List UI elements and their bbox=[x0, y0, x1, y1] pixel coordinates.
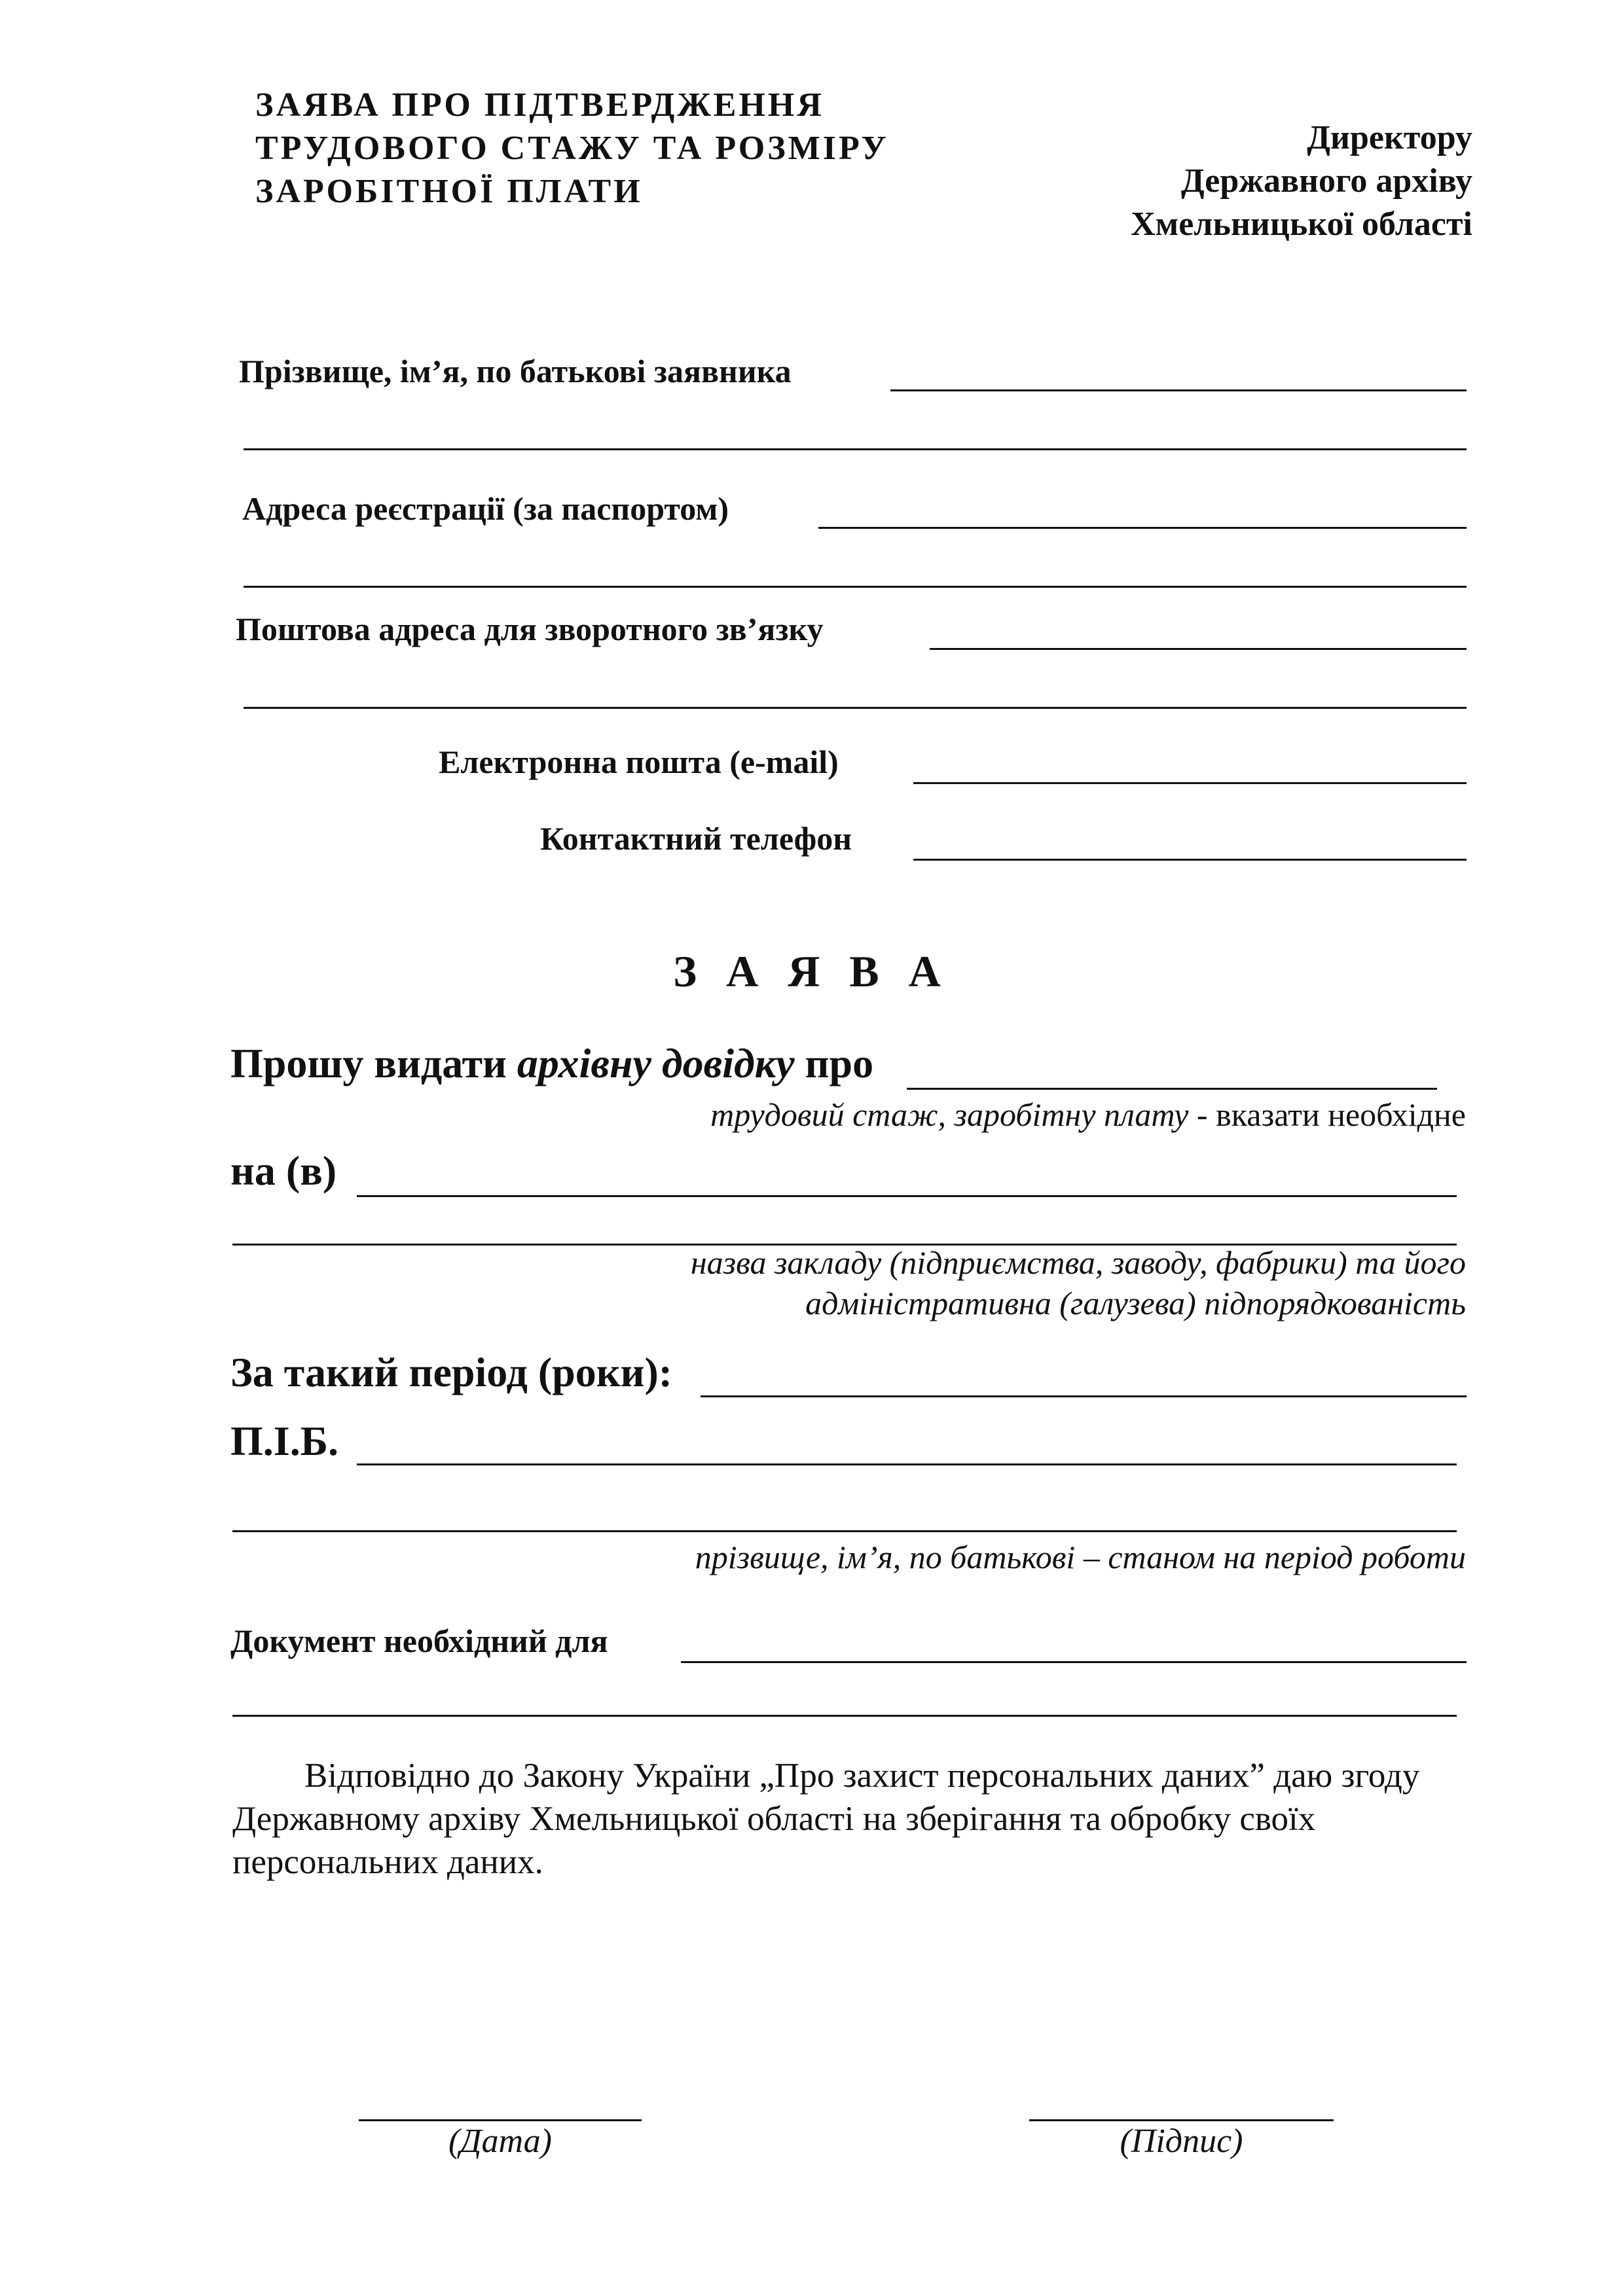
phone-field[interactable] bbox=[913, 859, 1467, 861]
signature-caption: (Підпис) bbox=[1120, 2123, 1243, 2160]
date-caption: (Дата) bbox=[448, 2123, 552, 2160]
statement-heading: З А Я В А bbox=[673, 946, 950, 996]
pib-label: П.І.Б. bbox=[230, 1418, 338, 1464]
postal-address-field-continued[interactable] bbox=[244, 707, 1467, 709]
consent-paragraph bbox=[232, 1754, 1470, 1884]
request-label bbox=[230, 1039, 873, 1088]
request-hint-normal: - вказати необхідне bbox=[1188, 1096, 1466, 1133]
form-title-line-3: ЗАРОБІТНОЇ ПЛАТИ bbox=[255, 173, 643, 210]
institution-hint-line-1: назва закладу (підприємства, заводу, фабрики) та його bbox=[690, 1244, 1466, 1281]
institution-label: на (в) bbox=[230, 1147, 337, 1194]
addressee-line-3: Хмельницької області bbox=[1131, 206, 1472, 243]
request-hint-italic: трудовий стаж, заробітну плату bbox=[710, 1096, 1189, 1133]
signature-field[interactable] bbox=[1029, 2119, 1334, 2121]
request-subject-field[interactable] bbox=[907, 1088, 1437, 1090]
registration-address-label: Адреса реєстрації (за паспортом) bbox=[242, 490, 729, 527]
period-field[interactable] bbox=[701, 1395, 1467, 1397]
request-archive-certificate: архівну довідку bbox=[517, 1040, 795, 1086]
request-hint bbox=[710, 1096, 1466, 1134]
addressee-line-2: Державного архіву bbox=[1180, 162, 1472, 200]
document-for-field-continued[interactable] bbox=[232, 1715, 1457, 1717]
request-suffix: про bbox=[794, 1040, 874, 1086]
email-label: Електронна пошта (e-mail) bbox=[439, 744, 839, 780]
full-name-label: Прізвище, ім’я, по батькові заявника bbox=[239, 353, 792, 389]
addressee-line-1: Директору bbox=[1307, 119, 1472, 156]
document-for-field[interactable] bbox=[681, 1661, 1467, 1663]
postal-address-field[interactable] bbox=[930, 648, 1467, 650]
form-title-line-1: ЗАЯВА ПРО ПІДТВЕРДЖЕННЯ bbox=[255, 86, 824, 124]
document-for-label: Документ необхідний для bbox=[230, 1623, 608, 1659]
registration-address-field-continued[interactable] bbox=[244, 586, 1467, 588]
full-name-field[interactable] bbox=[890, 389, 1467, 391]
date-field[interactable] bbox=[359, 2119, 642, 2121]
registration-address-field[interactable] bbox=[818, 527, 1467, 529]
institution-hint-line-2: адміністративна (галузева) підпорядкованість bbox=[805, 1285, 1466, 1321]
request-prefix: Прошу видати bbox=[230, 1040, 517, 1086]
pib-hint: прізвище, ім’я, по батькові – станом на період роботи bbox=[695, 1539, 1466, 1575]
consent-text: Відповідно до Закону України „Про захист персональних даних” даю згоду Державному архіву Хмельницької області на зберігання та обробку своїх персональних даних. bbox=[232, 1757, 1420, 1881]
phone-label: Контактний телефон bbox=[540, 820, 852, 857]
addressee bbox=[1131, 117, 1472, 246]
pib-field[interactable] bbox=[357, 1463, 1457, 1465]
pib-field-continued[interactable] bbox=[232, 1530, 1457, 1532]
form-title-line-2: ТРУДОВОГО СТАЖУ ТА РОЗМІРУ bbox=[255, 130, 889, 167]
period-label: За такий період (роки): bbox=[230, 1349, 673, 1395]
full-name-field-continued[interactable] bbox=[244, 448, 1467, 450]
form-title bbox=[255, 84, 889, 213]
institution-field[interactable] bbox=[357, 1195, 1457, 1197]
email-field[interactable] bbox=[913, 782, 1467, 784]
postal-address-label: Поштова адреса для зворотного зв’язку bbox=[236, 611, 824, 647]
